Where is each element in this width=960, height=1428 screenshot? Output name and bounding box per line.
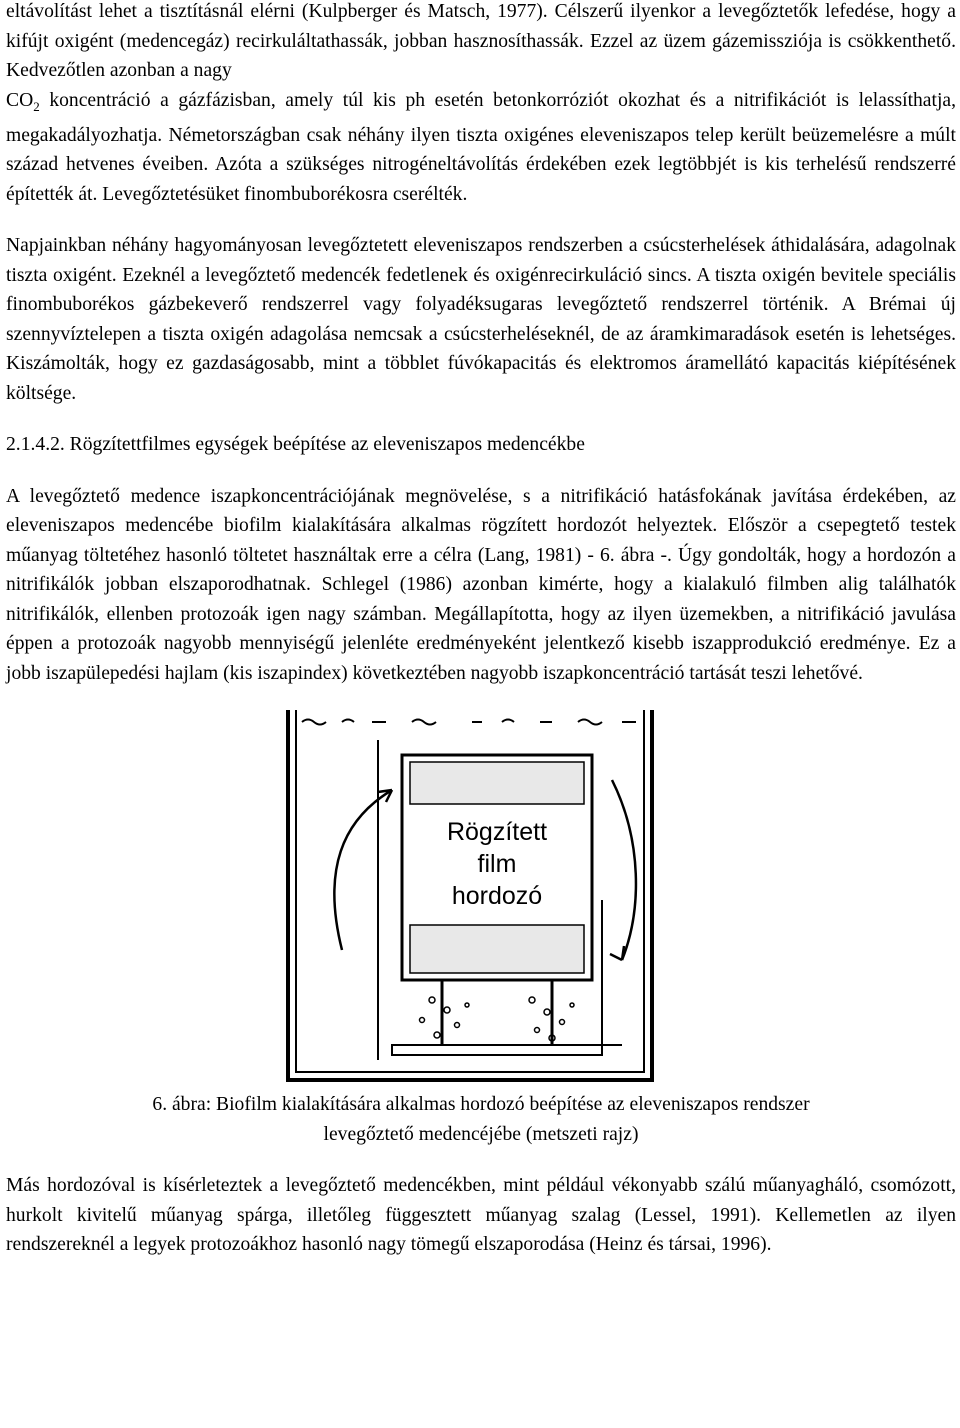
paragraph-text: eltávolítást lehet a tisztításnál elérni (Kulpberger és Matsch, 1977). Célszerű ilyenkor a levegőztetők lefedése, hogy a kifújt oxigént (medencegáz) recirkuláltathassák, jobban hasznosíthassák. Ezzel az üzem gázemissziója is csökkenthető. Kedvezőtlen azonban a nagy <box>6 1 956 81</box>
diffuser-base <box>392 1045 602 1055</box>
flow-arrow-right <box>612 780 636 960</box>
spacer <box>6 460 956 482</box>
spacer <box>6 209 956 231</box>
outlet-pipe <box>602 900 622 1045</box>
carrier-block-bottom-pattern <box>410 925 584 973</box>
spacer <box>6 1149 956 1171</box>
figure-6 <box>6 700 956 1090</box>
arrow-head-left <box>378 790 392 802</box>
paragraph-oxygen-recirculation <box>6 0 956 209</box>
paragraph-text-continued: koncentráció a gázfázisban, amely túl kis ph esetén betonkorróziót okozhat és a nitrifikációt is lelassíthatja, megakadályozhatja. Németországban csak néhány ilyen tiszta oxigénes eleveniszapos telep került beüzemelésre a múlt század hetvenes éveiben. Azóta a szükséges nitrogéneltávolítás érdekében ezek legtöbbjét is kis terhelésű rendszerré építették át. Levegőztetésüket finombuborékosra cserélték. <box>6 89 956 205</box>
co2-formula: $CO_2$ <box>6 89 40 114</box>
paragraph-other-carriers: Más hordozóval is kísérleteztek a levegőztető medencékben, mint például vékonyabb szálú műanyagháló, csomózott, hurkolt kivitelű műanyag spárga, illetőleg függesztett műanyag szalag (Lessel, 1991). Kellemetlen az ilyen rendszereknél a legyek protozoákhoz hasonló nagy tömegű elszaporodása (Heinz és társai, 1996). <box>6 1175 956 1256</box>
arrow-head-right <box>610 946 624 960</box>
figure-caption-line2: levegőztető medencéjébe (metszeti rajz) <box>323 1123 639 1145</box>
flow-arrow-left <box>334 790 392 950</box>
figure-label-line3: hordozó <box>451 882 543 911</box>
figure-caption-line1: 6. ábra: Biofilm kialakítására alkalmas hordozó beépítése az eleveniszapos rendszer <box>152 1094 810 1116</box>
paragraph-peak-load-oxygen: Napjainkban néhány hagyományosan levegőztetett eleveniszapos rendszerben a csúcsterhelések áthidalására, adagolnak tiszta oxigént. Ezeknél a levegőztető medencék fedetlenek és oxigénrecirkuláció sincs. A tiszta oxigén bevitele speciális finombuborékos gázbekeverő rendszerrel vagy folyadéksugaras levegőztető rendszerrel történik. A Brémai új szennyvíztelepen a tiszta oxigén adagolása nemcsak a csúcsterheléseknél, de az áramkimaradások esetén is lehetséges. Kiszámolták, hogy ez gazdaságosabb, mint a többlet fúvókapacitás és elektromos áramellátó kapacitás kiépítésének költsége. <box>6 235 956 404</box>
carrier-block-top-pattern <box>410 762 584 804</box>
paragraph-fixed-film-carrier: A levegőztető medence iszapkoncentrációjának megnövelése, s a nitrifikáció hatásfokának javítása érdekében, az eleveniszapos medencébe biofilm kialakítására alkalmas rögzített hordozót helyeztek. Először a csepegtető testek műanyag töltetéhez hasonló töltetet használtak erre a célra (Lang, 1981) - 6. ábra -. Úgy gondolták, hogy a hordozón a nitrifikálók jobban elszaporodhatnak. Schlegel (1986) azonban kimérte, hogy a kialakuló filmben alig találhatók nitrifikálók, ellenben protozoák igen nagy számban. Megállapította, hogy az ilyen üzemekben, a nitrifikáció javulása éppen a protozoák nagyobb mennyiségű jelenléte eredményeként jelentkező kisebb iszapprodukció eredménye. Ez a jobb iszapülepedési hajlam (kis iszapindex) következtében nagyobb iszapkoncentráció tartását teszi lehetővé. <box>6 485 956 684</box>
diffuser-legs <box>442 980 552 1045</box>
spacer <box>6 408 956 430</box>
figure-label-line1: Rögzített <box>446 818 548 847</box>
section-heading: 2.1.4.2. Rögzítettfilmes egységek beépítése az eleveniszapos medencékbe <box>6 434 585 456</box>
document-page <box>6 0 956 1260</box>
water-surface-line <box>302 720 636 725</box>
aeration-tank-section-drawing <box>282 700 682 1090</box>
figure-label-line2: film <box>477 850 517 879</box>
